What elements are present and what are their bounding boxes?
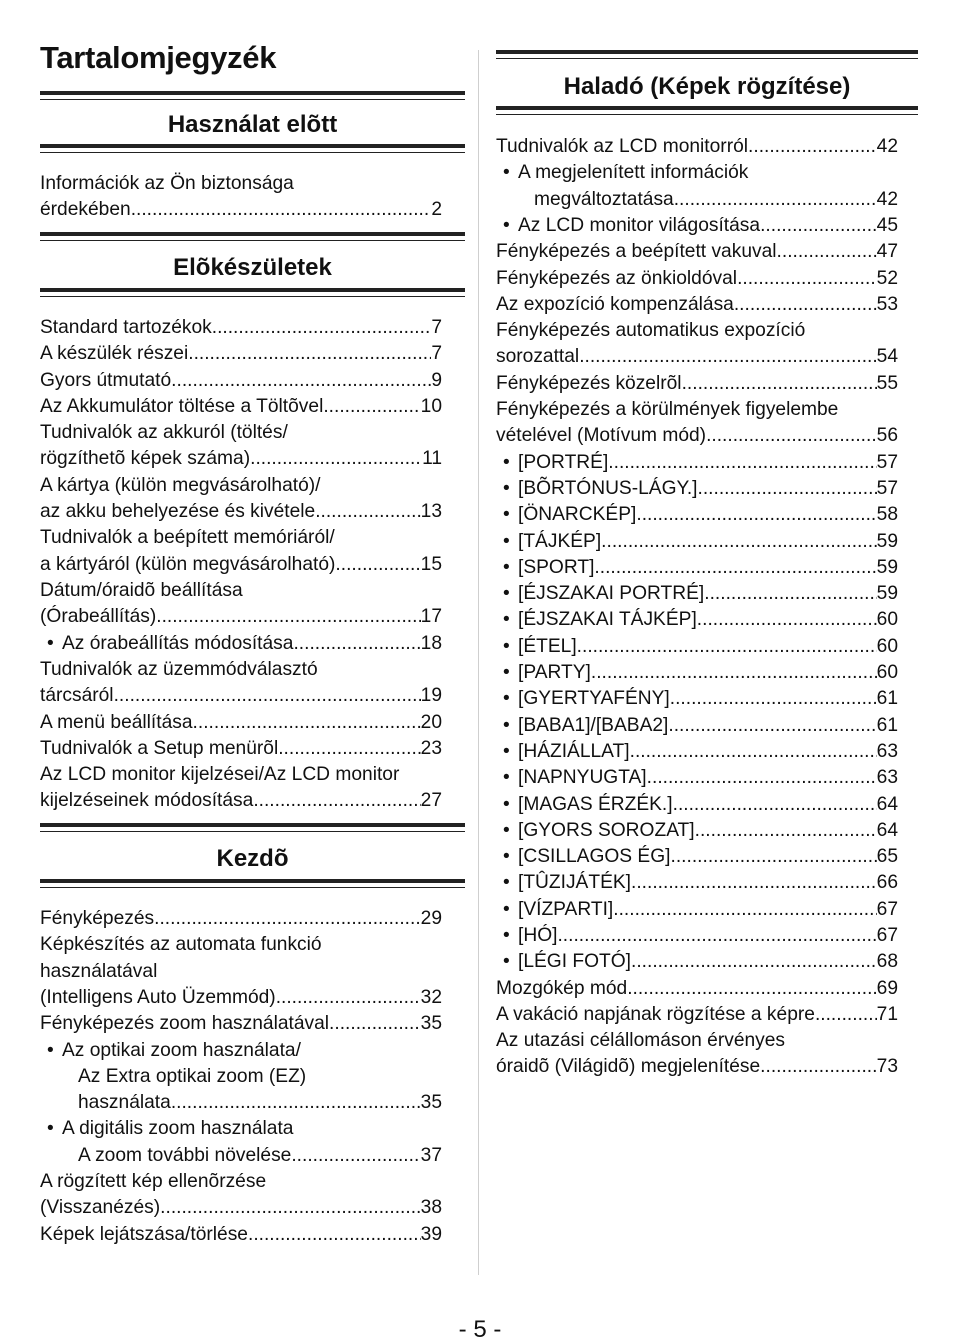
leader-dots [748, 134, 877, 160]
toc-entry-title: Tudnivalók a beépített memóriáról/ [40, 527, 335, 549]
toc-entry-title-continued: tárcsáról [40, 685, 114, 707]
toc-entry-title: Fényképezés [40, 908, 155, 929]
toc-page-number: 60 [876, 662, 898, 683]
toc-entry-title: • [HÁZIÁLLAT] [518, 740, 630, 762]
toc-entry[interactable] [496, 844, 898, 870]
toc-entry[interactable] [40, 736, 442, 762]
toc-page-number: 7 [431, 317, 442, 338]
leader-dots [329, 1011, 421, 1037]
leader-dots [577, 634, 877, 660]
toc-entry-title: Dátum/óraidõ beállítása [40, 580, 243, 601]
toc-entry[interactable] [496, 397, 898, 450]
toc-entry[interactable] [496, 529, 898, 555]
toc-entry-title: Mozgókép mód [496, 977, 628, 999]
toc-entry-title: • [TÁJKÉP] [518, 530, 602, 552]
toc-entry[interactable] [496, 607, 898, 633]
toc-entry-title: Információk az Ön biztonsága [40, 173, 294, 194]
toc-entry[interactable] [496, 266, 898, 292]
toc-entry-title: • [ÉTEL] [518, 635, 577, 657]
leader-dots [760, 1054, 876, 1080]
toc-entry-title-continued: Az Extra optikai zoom (EZ) [78, 1065, 307, 1087]
section-title-elokeszuletek: Elõkészületek [173, 254, 332, 281]
toc-entry[interactable] [496, 765, 898, 791]
toc-entry-title: Az LCD monitor kijelzései/Az LCD monitor [40, 764, 400, 786]
leader-dots [601, 529, 876, 555]
toc-entry[interactable] [496, 502, 898, 528]
toc-page-number: 20 [420, 711, 442, 733]
section-title-hasznalat: Használat elõtt [167, 111, 338, 138]
toc-entry[interactable] [496, 634, 898, 660]
toc-entry[interactable] [496, 1002, 898, 1028]
toc-page-number: 29 [420, 908, 442, 929]
toc-page-number: 57 [876, 451, 898, 473]
leader-dots [704, 581, 876, 607]
toc-entry-title: • [GYERTYAFÉNY] [518, 688, 670, 710]
toc-entry-title: • [ÖNARCKÉP] [518, 504, 637, 526]
toc-entry[interactable] [40, 710, 442, 736]
leader-dots [608, 450, 876, 476]
toc-entry[interactable] [496, 660, 898, 686]
leader-dots [631, 870, 877, 896]
toc-entry[interactable] [40, 631, 442, 657]
toc-entry-title-continued: a kártyáról (külön megvásárolható) [40, 553, 336, 575]
toc-page-number: 63 [876, 767, 898, 789]
toc-entry[interactable] [496, 1028, 898, 1081]
toc-entry-title: Tudnivalók az üzemmódválasztó [40, 658, 318, 680]
toc-entry-title: Fényképezés a körülmények figyelembe [496, 399, 839, 420]
leader-dots [278, 736, 420, 762]
toc-entry-title: • [ÉJSZAKAI PORTRÉ] [518, 583, 705, 605]
toc-page-number: 15 [420, 553, 442, 575]
toc-entry-title: Az utazási célállomáson érvényes [496, 1030, 786, 1052]
toc-entry-title: • [PARTY] [518, 662, 591, 683]
toc-entry[interactable] [40, 1116, 442, 1169]
toc-entry-title: Képek lejátszása/törlése [40, 1223, 248, 1245]
leader-dots [171, 1090, 421, 1116]
toc-entry-title: • [GYORS SOROZAT] [518, 819, 695, 841]
toc-page-number: 53 [876, 293, 898, 315]
toc-page-number: 67 [876, 898, 898, 920]
toc-entry-title: A rögzített kép ellenõrzése [40, 1171, 267, 1192]
leader-dots [154, 906, 421, 932]
section-rule [40, 91, 465, 95]
toc-entry[interactable] [40, 932, 442, 1011]
toc-entry[interactable] [496, 739, 898, 765]
toc-entry-title-continued: használatával [40, 960, 158, 982]
toc-entry[interactable] [496, 713, 898, 739]
page-number: - 5 - [458, 1316, 502, 1343]
toc-entry-title-continued: (Órabeállítás) [40, 606, 157, 628]
toc-page-number: 35 [420, 1013, 442, 1035]
leader-dots [671, 844, 877, 870]
toc-entry-title: • [HÓ] [518, 925, 558, 946]
toc-page-number: 71 [876, 1003, 898, 1025]
toc-page-number: 38 [420, 1197, 442, 1219]
toc-entry-title: • A digitális zoom használata [62, 1118, 294, 1140]
toc-page-number: 73 [876, 1056, 898, 1078]
toc-entry[interactable] [40, 1011, 442, 1037]
toc-entry[interactable] [40, 394, 442, 420]
leader-dots [160, 1195, 421, 1221]
leader-dots [698, 476, 877, 502]
toc-page-number: 61 [876, 714, 898, 736]
leader-dots [212, 315, 432, 341]
toc-page-number: 11 [422, 448, 442, 470]
toc-page-number: 60 [876, 635, 898, 657]
toc-entry-title: • [ÉJSZAKAI TÁJKÉP] [518, 609, 697, 631]
toc-entry-title: • A megjelenített információk [518, 162, 749, 184]
toc-entry[interactable] [40, 171, 442, 224]
toc-entry[interactable] [40, 657, 442, 710]
leader-dots [131, 197, 432, 223]
document-title: Tartalomjegyzék [40, 40, 277, 75]
leader-dots [673, 792, 877, 818]
leader-dots [668, 713, 876, 739]
toc-page-number: 47 [876, 241, 898, 263]
toc-entry[interactable] [496, 134, 898, 160]
toc-entry-title: Fényképezés az önkioldóval [496, 267, 738, 289]
toc-page-number: 45 [876, 214, 898, 236]
toc-entry[interactable] [496, 976, 898, 1002]
toc-page-number: 63 [876, 740, 898, 762]
section-title-halado: Haladó (Képek rögzítése) [563, 73, 851, 100]
toc-entry[interactable] [496, 870, 898, 896]
leader-dots [706, 423, 877, 449]
toc-page-number: 64 [876, 793, 898, 815]
toc-entry-title: Tudnivalók az akkuról (töltés/ [40, 422, 288, 444]
toc-entry-title: Az Akkumulátor töltése a Töltõvel [40, 395, 324, 417]
toc-page-number: 19 [420, 685, 442, 707]
leader-dots [737, 266, 877, 292]
leader-dots [557, 923, 876, 949]
leader-dots [636, 502, 876, 528]
leader-dots [248, 1222, 421, 1248]
toc-page-number: 2 [431, 199, 442, 221]
toc-page-number: 59 [876, 583, 898, 605]
toc-entry[interactable] [40, 1169, 442, 1222]
toc-entry-title: • [SPORT] [518, 556, 595, 578]
toc-entry[interactable] [496, 923, 898, 949]
leader-dots [695, 818, 877, 844]
toc-entry-title-continued: megváltoztatása [534, 188, 674, 210]
toc-entry[interactable] [496, 476, 898, 502]
toc-entry-title: • [MAGAS ÉRZÉK.] [518, 793, 673, 815]
leader-dots [613, 897, 876, 923]
toc-page-number: 9 [431, 369, 442, 391]
toc-entry[interactable] [40, 473, 442, 526]
leader-dots [315, 499, 420, 525]
leader-dots [670, 686, 877, 712]
toc-page-number: 59 [876, 530, 898, 552]
toc-page-number: 68 [876, 951, 898, 973]
toc-entry[interactable] [496, 160, 898, 213]
leader-dots [114, 683, 421, 709]
toc-page-number: 32 [420, 986, 442, 1008]
toc-entry-title-continued: vételével (Motívum mód) [496, 425, 707, 447]
toc-page-number: 18 [420, 632, 442, 654]
toc-entry-title-continued: érdekében [40, 199, 131, 221]
toc-page-number: 17 [420, 606, 442, 628]
toc-page-number: 27 [420, 790, 442, 812]
leader-dots [188, 341, 431, 367]
leader-dots [291, 1143, 420, 1169]
toc-entry-title: A menü beállítása [40, 711, 193, 733]
toc-entry-title: • [BÕRTÓNUS-LÁGY.] [518, 477, 698, 499]
toc-entry[interactable] [496, 213, 898, 239]
toc-page-number: 39 [420, 1223, 442, 1245]
toc-page-number: 52 [876, 267, 898, 289]
toc-page-number: 13 [420, 501, 442, 523]
toc-page-number: 57 [876, 477, 898, 499]
toc-entry[interactable] [40, 1222, 442, 1248]
toc-page-number: 60 [876, 609, 898, 631]
section-title-kezdo: Kezdõ [216, 845, 289, 872]
toc-entry[interactable] [496, 239, 898, 265]
toc-page-number: 10 [420, 395, 442, 417]
toc-page-number: 58 [876, 504, 898, 526]
toc-entry-title: • [PORTRÉ] [518, 451, 609, 473]
toc-entry-title: A kártya (külön megvásárolható)/ [40, 474, 321, 496]
leader-dots [323, 394, 420, 420]
toc-page-number: 42 [876, 136, 898, 157]
toc-page-number: 59 [876, 556, 898, 578]
toc-entry-title: Képkészítés az automata funkció [40, 934, 322, 956]
toc-entry-title: • Az optikai zoom használata/ [62, 1039, 301, 1061]
toc-entry[interactable] [40, 762, 442, 815]
toc-entry-title-continued: az akku behelyezése és kivétele [40, 501, 316, 523]
toc-entry-title: • Az LCD monitor világosítása [518, 214, 761, 236]
toc-entry-title: Tudnivalók a Setup menürõl [40, 737, 279, 759]
toc-page-number: 64 [876, 819, 898, 841]
toc-entry-title: A vakáció napjának rögzítése a képre [496, 1003, 815, 1025]
toc-entry-title: Fényképezés zoom használatával [40, 1013, 330, 1035]
toc-entry-title: Fényképezés automatikus expozíció [496, 320, 806, 342]
section-rule [40, 879, 465, 883]
toc-entry-title: • [VÍZPARTI] [518, 898, 614, 920]
toc-page-number: 67 [876, 925, 898, 946]
toc-page-number: 7 [431, 343, 442, 365]
leader-dots [591, 660, 877, 686]
toc-entry[interactable] [496, 897, 898, 923]
leader-dots [631, 949, 877, 975]
toc-entry[interactable] [496, 818, 898, 844]
toc-page-number: 23 [420, 737, 442, 759]
toc-entry-title-continued: rögzíthetõ képek száma) [40, 448, 251, 470]
toc-page-number: 55 [876, 372, 898, 394]
leader-dots [276, 985, 421, 1011]
leader-dots [335, 552, 420, 578]
toc-entry[interactable] [40, 1038, 442, 1117]
toc-entry[interactable] [496, 555, 898, 581]
section-rule [40, 232, 465, 236]
toc-entry[interactable] [496, 450, 898, 476]
leader-dots [627, 976, 876, 1002]
toc-entry[interactable] [40, 906, 442, 932]
leader-dots [697, 607, 877, 633]
toc-entry-title: • [TÛZIJÁTÉK] [518, 872, 631, 894]
toc-page-number: 56 [876, 425, 898, 447]
toc-entry[interactable] [496, 949, 898, 975]
toc-entry-title-continued: kijelzéseinek módosítása [40, 790, 254, 812]
toc-page-number: 42 [876, 188, 898, 210]
toc-entry[interactable] [40, 578, 442, 631]
toc-page-number: 61 [876, 688, 898, 710]
toc-entry-title: Fényképezés közelrõl [496, 372, 682, 394]
toc-page-number: 35 [420, 1092, 442, 1114]
toc-page-number: 69 [876, 977, 898, 999]
toc-page-number: 37 [420, 1144, 442, 1166]
toc-entry[interactable] [40, 341, 442, 367]
toc-page-number: 54 [876, 346, 898, 368]
toc-entry[interactable] [40, 315, 442, 341]
toc-entry-title-continued: használata [78, 1092, 171, 1114]
toc-entry-title-continued: óraidõ (Világidõ) megjelenítése [496, 1056, 761, 1078]
toc-entry-title-continued: sorozattal [496, 346, 580, 368]
column-divider [478, 50, 479, 1275]
toc-entry[interactable] [496, 581, 898, 607]
leader-dots [594, 555, 876, 581]
toc-entry[interactable] [40, 525, 442, 578]
toc-entry[interactable] [496, 371, 898, 397]
toc-entry[interactable] [40, 368, 442, 394]
toc-entry[interactable] [496, 686, 898, 712]
toc-entry-title: Fényképezés a beépített vakuval [496, 241, 777, 263]
leader-dots [760, 213, 877, 239]
toc-entry-title-continued: A zoom további növelése [78, 1144, 292, 1166]
toc-entry-title: Gyors útmutató [40, 369, 172, 391]
toc-entry-title: A készülék részei [40, 343, 189, 365]
section-rule [40, 288, 465, 292]
leader-dots [815, 1002, 877, 1028]
toc-entry[interactable] [40, 420, 442, 473]
leader-dots [250, 446, 422, 472]
toc-entry[interactable] [496, 292, 898, 318]
toc-page-number: 66 [876, 872, 898, 894]
toc-entry-title-continued: (Intelligens Auto Üzemmód) [40, 986, 276, 1008]
leader-dots [156, 604, 420, 630]
toc-entry-title: Az expozíció kompenzálása [496, 293, 734, 315]
leader-dots [734, 292, 877, 318]
leader-dots [777, 239, 877, 265]
toc-entry-title: • [BABA1]/[BABA2] [518, 714, 669, 736]
toc-entry-title-continued: (Visszanézés) [40, 1197, 161, 1219]
toc-entry-title: Standard tartozékok [40, 317, 212, 338]
leader-dots [193, 710, 421, 736]
leader-dots [682, 371, 877, 397]
toc-page-number: 65 [876, 846, 898, 868]
toc-entry-title: Tudnivalók az LCD monitorról [496, 136, 749, 157]
toc-entry-title: • [NAPNYUGTA] [518, 767, 647, 789]
section-rule [496, 50, 918, 54]
section-rule [40, 144, 465, 148]
section-rule [496, 106, 918, 110]
leader-dots [171, 368, 431, 394]
leader-dots [253, 788, 420, 814]
toc-entry-title: • Az órabeállítás módosítása [62, 632, 294, 654]
leader-dots [630, 739, 877, 765]
toc-entry-title: • [LÉGI FOTÓ] [518, 951, 632, 973]
leader-dots [293, 631, 420, 657]
toc-entry[interactable] [496, 318, 898, 371]
leader-dots [674, 187, 877, 213]
toc-entry-title: • [CSILLAGOS ÉG] [518, 846, 671, 868]
leader-dots [579, 344, 876, 370]
leader-dots [647, 765, 877, 791]
section-rule [40, 823, 465, 827]
toc-entry[interactable] [496, 792, 898, 818]
